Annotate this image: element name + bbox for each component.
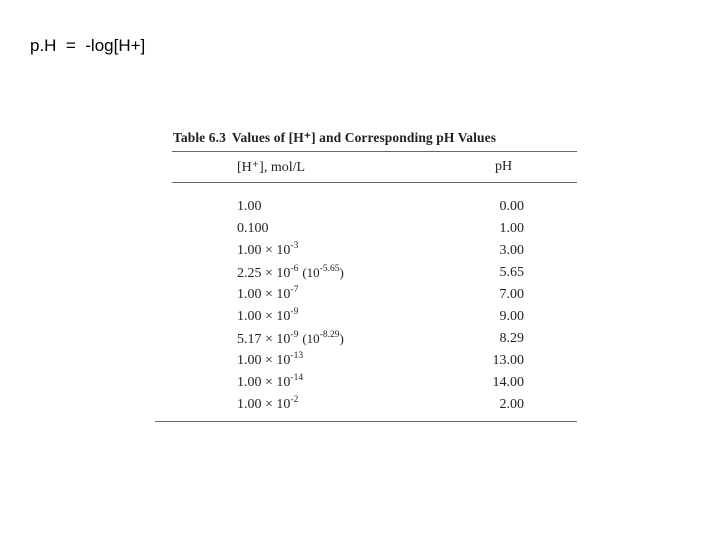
table-row — [155, 263, 577, 285]
table-row — [155, 307, 577, 329]
h-power-form: $(10^{-8.29})$ — [302, 330, 344, 346]
h-coefficient: 2.25 × 10 — [237, 266, 291, 281]
h-concentration-cell — [237, 375, 303, 391]
table-row — [155, 351, 577, 373]
h-exponent: -13 — [290, 351, 304, 361]
h-power-form: $(10^{-5.65})$ — [302, 264, 344, 280]
table-row — [155, 241, 577, 263]
ph-value-cell: 1.00 — [499, 221, 524, 236]
ph-value-cell: 14.00 — [492, 375, 524, 390]
ph-value-cell: 8.29 — [499, 331, 524, 346]
caption-text: Values of [H⁺] and Corresponding pH Values — [231, 130, 497, 145]
h-concentration-cell — [237, 397, 298, 413]
h-coefficient: 1.00 × 10 — [237, 287, 291, 302]
h-concentration-cell — [237, 309, 298, 325]
ph-value-cell: 5.65 — [499, 265, 524, 280]
power-exponent: -8.29 — [319, 330, 340, 340]
table-body — [155, 183, 577, 417]
table-row — [155, 197, 577, 219]
h-concentration-cell — [237, 353, 303, 369]
ph-value-cell: 9.00 — [499, 309, 524, 324]
table-row — [155, 219, 577, 241]
h-exponent: -14 — [290, 373, 304, 383]
ph-value-cell: 3.00 — [499, 243, 524, 258]
table-header-row — [155, 152, 577, 182]
h-exponent: -6 — [290, 264, 299, 274]
h-coefficient: 5.17 × 10 — [237, 332, 291, 347]
table-row — [155, 329, 577, 351]
slide-title: p.H = -log[H+] — [30, 36, 146, 55]
table-row — [155, 285, 577, 307]
h-concentration-cell — [237, 199, 262, 215]
column-header-ph: pH — [495, 159, 513, 174]
h-coefficient: 1.00 × 10 — [237, 375, 291, 390]
column-header-h: [H⁺], mol/L — [237, 160, 306, 175]
h-coefficient: 1.00 × 10 — [237, 353, 291, 368]
table-row — [155, 373, 577, 395]
h-coefficient: 0.100 — [237, 221, 269, 236]
table-row — [155, 395, 577, 417]
h-coefficient: 1.00 × 10 — [237, 397, 291, 412]
h-concentration-cell — [237, 331, 344, 348]
table-caption — [173, 130, 577, 146]
h-coefficient: 1.00 — [237, 199, 262, 214]
caption-number: Table 6.3 — [173, 130, 226, 145]
ph-value-cell: 7.00 — [499, 287, 524, 302]
ph-value-cell: 2.00 — [499, 397, 524, 412]
ph-table — [155, 124, 577, 422]
power-exponent: -5.65 — [319, 264, 340, 274]
h-concentration-cell — [237, 265, 344, 282]
h-coefficient: 1.00 × 10 — [237, 243, 291, 258]
h-coefficient: 1.00 × 10 — [237, 309, 291, 324]
table-bottom-rule — [155, 421, 577, 422]
ph-value-cell: 0.00 — [499, 199, 524, 214]
h-exponent: -9 — [290, 307, 299, 317]
h-exponent: -9 — [290, 330, 299, 340]
h-concentration-cell — [237, 243, 298, 259]
ph-value-cell: 13.00 — [492, 353, 524, 368]
h-concentration-cell — [237, 287, 298, 303]
h-concentration-cell — [237, 221, 269, 237]
h-exponent: -7 — [290, 285, 299, 295]
h-exponent: -2 — [290, 395, 299, 405]
h-exponent: -3 — [290, 241, 299, 251]
